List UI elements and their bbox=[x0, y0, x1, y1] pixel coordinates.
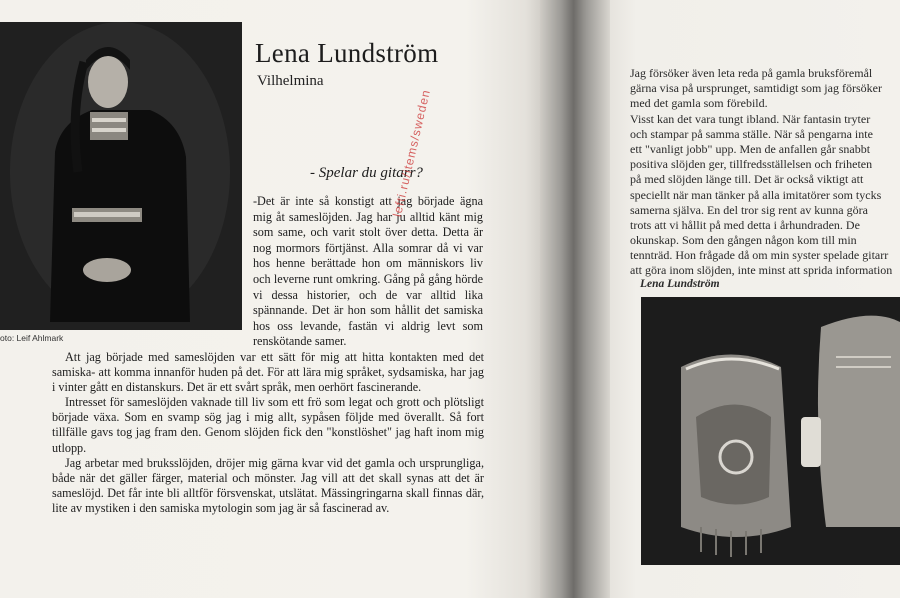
text-line: med det gamla som förebild. bbox=[630, 96, 768, 111]
text-line: Jag försöker även leta reda på gamla bruksföremål bbox=[630, 66, 873, 80]
text-line: ett "vanligt jobb" upp. Men de anfallen går snabbt bbox=[630, 141, 871, 156]
text-line: gärna visa på ursprunget, samtidigt som jag försöker bbox=[630, 81, 882, 96]
body-text bbox=[52, 350, 484, 516]
body-paragraph: Att jag började med sameslöjden var ett sätt för mig att hitta kontakten med det samiska- att komma innanför huden på det. För att lära mig språket, sydsamiska, har jag i vinter gått en distanskurs. Det är ett svårt språk, men oerhört fascinerande. bbox=[52, 350, 484, 395]
photo-credit: oto: Leif Ahlmark bbox=[0, 333, 64, 343]
text-line: samerna själva. En del tror sig rent av kunna göra bbox=[630, 202, 868, 217]
column-paragraph: -Det är inte så konstigt att jag började ägna mig åt sameslöjden. Jag har ju alltid känt mig som same, och varit stolt över detta. Detta är nog mormors förtjänst. Alla somrar då vi var hos henne berättade hon om människors liv och leverne runt omkring. Gång på gång hörde vi dessa historier, och de var alltid lika spännande. Det är hon som hållit det samiska hos oss levande, fastän vi aldrig levt som renskötande samer. bbox=[253, 194, 483, 349]
article-title: Lena Lundström bbox=[255, 38, 439, 68]
text-line: speciellt när man tänker på alla imitatörer som tycks bbox=[630, 187, 882, 202]
article-subtitle: Vilhelmina bbox=[257, 73, 324, 89]
text-line: tennträd. Hon frågade då om min syster spelade gitarr bbox=[630, 248, 889, 263]
photo-caption: Lena Lundström bbox=[640, 278, 720, 290]
book-gutter bbox=[540, 0, 610, 598]
watermark-text: lefti.ru/items/sweden bbox=[390, 87, 433, 219]
text-line: trots att vi hållit på med detta i århundraden. De bbox=[630, 217, 860, 232]
text-line: att göra inom slöjden, inte minst att sprida information bbox=[630, 263, 893, 278]
text-line: positiva slöjden ger, tillfredsställelsen och friheten bbox=[630, 157, 873, 172]
handicraft-photo bbox=[641, 297, 900, 565]
right-page-text bbox=[630, 66, 900, 279]
text-line: Visst kan det vara tungt ibland. När fantasin tryter bbox=[630, 111, 871, 126]
text-line: okunskap. Som den gången någon kom till min bbox=[630, 233, 857, 248]
text-line: och stampar på samma ställe. När så pengarna inte bbox=[630, 126, 873, 141]
body-paragraph: Jag arbetar med bruksslöjden, dröjer mig gärna kvar vid det gamla och ursprungliga, både när det gäller färger, material och mönster. Jag vill att det skall synas att det är sameslöjd. Det får inte bli alltför försvenskat, utslätat. Mässingringarna skall finnas där, lite av mystiken i den samiska mytologin som jag är så fascinerad av. bbox=[52, 455, 484, 515]
portrait-photo bbox=[0, 22, 242, 330]
column-text bbox=[253, 194, 483, 350]
body-paragraph: Intresset för sameslöjden vaknade till liv som ett frö som legat och grott och plötsligt började växa. Som en svamp sög jag i mig allt, sypåsen följde med överallt. Så fort tillfälle gavs tog jag fram den. Genom slöjden fick den "konstlöshet" jag haft inom mig utlopp. bbox=[52, 395, 484, 455]
section-heading: - Spelar du gitarr? bbox=[310, 165, 423, 181]
text-line: på med slöjden länge till. Det är också viktigt att bbox=[630, 172, 864, 187]
